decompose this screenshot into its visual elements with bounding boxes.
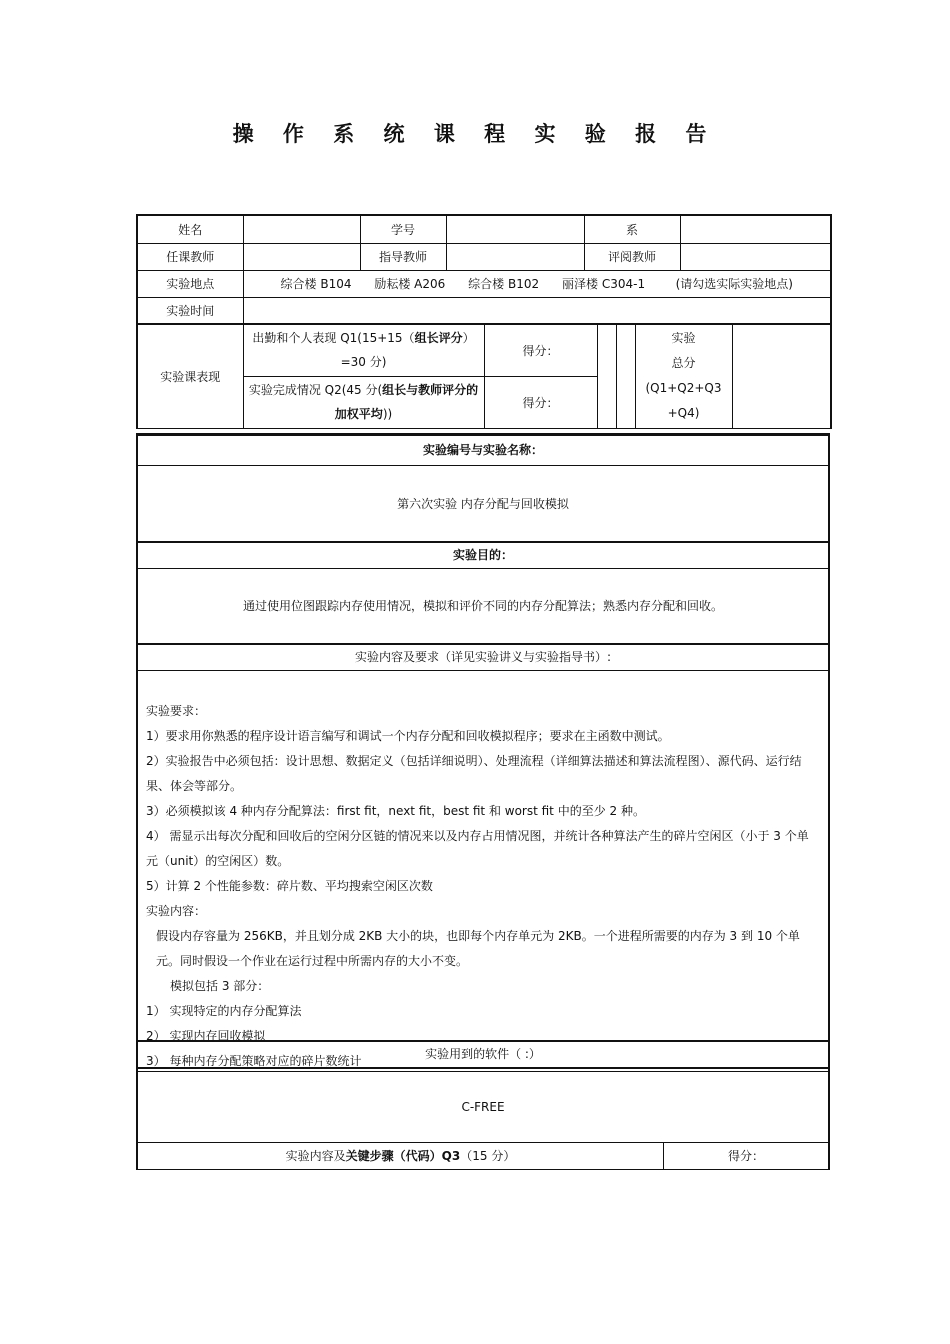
performance-table	[136, 324, 832, 429]
name-label: 姓名	[137, 215, 243, 243]
req-line: 2）实验报告中必须包括：设计思想、数据定义（包括详细说明）、处理流程（详细算法描述和算法流程图）、源代码、运行结果、体会等部分。	[146, 753, 802, 793]
q2-score-label: 得分：	[484, 376, 597, 428]
advisor-field[interactable]	[446, 243, 584, 270]
req-line: 实验要求：	[146, 703, 207, 718]
q1-score-label: 得分：	[484, 324, 597, 376]
experiment-sections	[136, 433, 830, 1170]
req-line: 假设内存容量为 256KB，并且划分成 2KB 大小的块，也即每个内存单元为 2KB。一个进程所需要的内存为 3 到 10 个单元。同时假设一个作业在运行过程中所需内存的大小不变。	[156, 928, 800, 968]
student-id-label: 学号	[360, 215, 446, 243]
q1-score-field[interactable]	[597, 324, 616, 428]
purpose-body: 通过使用位图跟踪内存使用情况，模拟和评价不同的内存分配算法；熟悉内存分配和回收。	[138, 569, 828, 644]
steps-row	[138, 1143, 828, 1170]
student-id-field[interactable]	[446, 215, 584, 243]
department-label: 系	[584, 215, 680, 243]
software-body: C-FREE	[138, 1071, 828, 1143]
req-line: 1）要求用你熟悉的程序设计语言编写和调试一个内存分配和回收模拟程序；要求在主函数中测试。	[146, 728, 670, 743]
teacher-field[interactable]	[243, 243, 360, 270]
req-line: 1） 实现特定的内存分配算法	[146, 1003, 302, 1018]
software-header: 实验用到的软件（ :）	[138, 1041, 828, 1069]
steps-label: 实验内容及 关键步骤（代码）Q3 （15 分）	[138, 1143, 664, 1169]
location-options[interactable]: 综合楼 B104 励耘楼 A206 综合楼 B102 丽泽楼 C304-1 (请勾选实际实验地点)	[243, 270, 831, 297]
q2-description: 实验完成情况 Q2(45 分(组长与教师评分的加权平均))	[243, 376, 484, 428]
department-field[interactable]	[680, 215, 831, 243]
q1-description: 出勤和个人表现 Q1(15+15（组长评分）=30 分)	[243, 324, 484, 376]
time-field[interactable]	[243, 297, 831, 323]
req-line: 实验内容：	[146, 903, 207, 918]
req-line: 2） 实现内存回收模拟	[146, 1028, 266, 1043]
teacher-label: 任课教师	[137, 243, 243, 270]
req-line: 5）计算 2 个性能参数：碎片数、平均搜索空闲区次数	[146, 878, 433, 893]
q2-score-field[interactable]	[616, 324, 635, 428]
reviewer-label: 评阅教师	[584, 243, 680, 270]
req-line: 模拟包括 3 部分：	[170, 978, 270, 993]
reviewer-field[interactable]	[680, 243, 831, 270]
total-score-field[interactable]	[732, 324, 831, 428]
purpose-header: 实验目的：	[138, 542, 828, 569]
steps-score-label: 得分：	[727, 1149, 764, 1163]
req-line: 4） 需显示出每次分配和回收后的空闲分区链的情况来以及内存占用情况图，并统计各种算法产生的碎片空闲区（小于 3 个单元（unit）的空闲区）数。	[146, 828, 809, 868]
name-field[interactable]	[243, 215, 360, 243]
report-form	[136, 214, 830, 1170]
total-score-label: 实验 总分 (Q1+Q2+Q3 +Q4)	[635, 324, 732, 428]
experiment-name-header: 实验编号与实验名称：	[138, 433, 828, 466]
advisor-label: 指导教师	[360, 243, 446, 270]
student-info-table	[136, 214, 832, 324]
content-header: 实验内容及要求（详见实验讲义与实验指导书）:	[138, 644, 828, 671]
performance-label: 实验课表现	[137, 324, 243, 428]
location-label: 实验地点	[137, 270, 243, 297]
experiment-name-body: 第六次实验 内存分配与回收模拟	[138, 466, 828, 542]
req-line: 3） 每种内存分配策略对应的碎片数统计	[146, 1053, 362, 1068]
page-title: 操 作 系 统 课 程 实 验 报 告	[232, 122, 718, 146]
time-label: 实验时间	[137, 297, 243, 323]
req-line: 3）必须模拟该 4 种内存分配算法：first fit，next fit，best fit 和 worst fit 中的至少 2 种。	[146, 803, 645, 818]
